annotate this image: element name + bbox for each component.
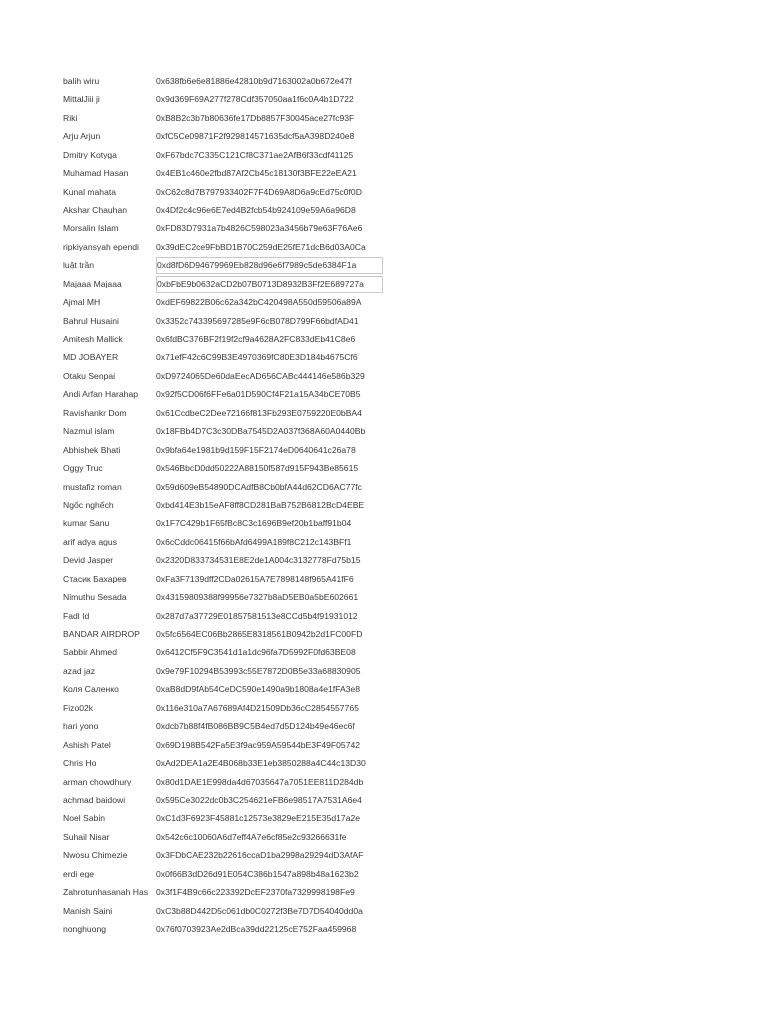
row-name: Nwosu Chimezie xyxy=(63,851,128,860)
row-name: kumar Sanu xyxy=(63,519,110,529)
row-wallet-address: 0x6412Cf5F9C3541d1a1dc96fa7D5992F0fd63BE08 xyxy=(156,648,356,658)
row-name: Arju Arjun xyxy=(63,132,101,141)
row-name: Andi Arfan Harahap xyxy=(63,390,139,399)
row-name: arman chowdhury xyxy=(63,777,132,787)
row-wallet-address: 0x5fc6564EC06Bb2865E8318561B0942b2d1FC00FD xyxy=(156,630,363,639)
row-name: arif adya agus xyxy=(63,537,117,547)
row-name: Chris Ho xyxy=(63,759,97,768)
row-name: ripkiyansyah ependi xyxy=(63,242,139,252)
row-wallet-address: 0x4EB1c460e2fbd87Af2Cb45c18130f3BFE22eEA21 xyxy=(156,169,357,178)
table-row xyxy=(63,717,383,735)
table-row xyxy=(63,791,383,809)
row-wallet-address: 0x43159809388f99956e7327b8aD5EB0a5bE602661 xyxy=(156,593,359,602)
row-wallet-address: 0x59d609eB54890DCAdfB8Cb0bfA44d62CD6AC77fc xyxy=(156,482,362,492)
row-name: Dmitry Kotyga xyxy=(63,150,117,160)
table-row xyxy=(63,773,383,791)
row-name: erdi ege xyxy=(63,869,95,879)
row-wallet-address: 0xbFbE9b0632aCD2b07B0713D8932B3Ff2E689727a xyxy=(156,276,383,293)
row-wallet-address: 0x3f1F4B9c66c223392DcEF2370fa7329998198Fe9 xyxy=(156,888,355,897)
row-name: Oggy Truc xyxy=(63,464,103,473)
table-row xyxy=(63,183,383,201)
row-wallet-address: 0xbd414E3b15eAF8ff8CD281BaB752B6812BcD4EBE xyxy=(156,500,365,510)
row-name: Ngốc nghếch xyxy=(63,500,114,510)
address-list xyxy=(63,72,383,939)
row-name: balih wiru xyxy=(63,76,100,86)
table-row xyxy=(63,625,383,643)
table-row xyxy=(63,496,383,514)
row-name: Nimuthu Sesada xyxy=(63,593,127,602)
row-name: MittalJiii ji xyxy=(63,95,100,104)
table-row xyxy=(63,164,383,182)
table-row xyxy=(63,478,383,496)
table-row xyxy=(63,662,383,680)
row-name: luật trần xyxy=(63,261,95,270)
table-row xyxy=(63,441,383,459)
row-name: Стасик Бахарев xyxy=(63,574,127,584)
row-wallet-address: 0x2320D833734531E8E2de1A004c3132778Fd75b15 xyxy=(156,556,361,565)
table-row xyxy=(63,201,383,219)
table-row xyxy=(63,551,383,569)
row-wallet-address: 0x61CcdbeC2Dee72166f813Fb293E0759220E0bBA4 xyxy=(156,408,362,418)
table-row xyxy=(63,828,383,846)
row-wallet-address: 0xfC5Ce09871F2f929814571635dcf5aA398D240e8 xyxy=(156,132,355,141)
table-row xyxy=(63,90,383,108)
row-name: Abhishek Bhati xyxy=(63,445,121,455)
table-row xyxy=(63,699,383,717)
row-wallet-address: 0xC1d3F6923F45881c12573e3829eE215E35d17a2e xyxy=(156,814,361,824)
row-name: Kunal mahata xyxy=(63,187,117,197)
row-name: azad jaz xyxy=(63,666,96,676)
table-row xyxy=(63,588,383,606)
table-row xyxy=(63,275,383,293)
row-wallet-address: 0xC62c8d7B797933402F7F4D69A8D6a9cEd75c0f0D xyxy=(156,187,362,197)
row-name: Devid Jasper xyxy=(63,556,114,565)
table-row xyxy=(63,459,383,477)
row-wallet-address: 0x80d1DAE1E998da4d67035647a7051EE811D284db xyxy=(156,777,364,787)
table-row xyxy=(63,256,383,274)
row-name: Amitesh Mallick xyxy=(63,335,123,344)
row-wallet-address: 0x595Ce3022dc0b3C254621eFB6e98517A7531A6e4 xyxy=(156,795,362,805)
row-name: Zahrotunhasanah Has xyxy=(63,888,149,897)
table-row xyxy=(63,570,383,588)
row-name: Noel Sabin xyxy=(63,814,106,824)
table-row xyxy=(63,367,383,385)
row-wallet-address: 0x9d369F69A277f278Cdf357050aa1f6c0A4b1D722 xyxy=(156,95,354,104)
table-row xyxy=(63,109,383,127)
table-row xyxy=(63,736,383,754)
table-row xyxy=(63,680,383,698)
table-row xyxy=(63,902,383,920)
row-name: Коля Саленко xyxy=(63,685,119,694)
table-row xyxy=(63,846,383,864)
table-row xyxy=(63,330,383,348)
row-wallet-address: 0xC3b88D442D5c061db0C0272f3Be7D7D54040dd0a xyxy=(156,906,363,916)
row-wallet-address: 0x546BbcD0dd50222A88150f587d915F943Be85615 xyxy=(156,464,359,473)
row-name: BANDAR AIRDROP xyxy=(63,630,140,639)
row-wallet-address: 0x4Df2c4c96e6E7ed4B2fcb54b924109e59A6a96D8 xyxy=(156,205,356,215)
row-wallet-address: 0xF67bdc7C335C121Cf8C371ae2AfB6f33cdf41125 xyxy=(156,150,354,160)
table-row xyxy=(63,865,383,883)
table-row xyxy=(63,607,383,625)
row-name: hari yono xyxy=(63,722,99,731)
row-wallet-address: 0x92f5CD06f6FFe6a01D590Cf4F21a15A34bCE70B5 xyxy=(156,390,361,399)
row-name: Riki xyxy=(63,113,78,123)
row-wallet-address: 0x69D198B542Fa5E3f9ac959A59544bE3F49F05742 xyxy=(156,740,361,750)
row-wallet-address: 0x76f0703923Ae2dBca39dd22125cE752Faa459968 xyxy=(156,925,357,934)
row-wallet-address: 0x9e79F10294B53993c55E7872D0B5e33a68830905 xyxy=(156,666,361,676)
row-name: Fizo02k xyxy=(63,703,94,713)
row-wallet-address: 0x542c6c10060A6d7eff4A7e6cf85e2c93266631fe xyxy=(156,832,347,842)
row-wallet-address: 0xB8B2c3b7b80636fe17Db8857F30045ace27fc93F xyxy=(156,113,355,123)
table-row xyxy=(63,349,383,367)
table-row xyxy=(63,72,383,90)
row-name: Manish Saini xyxy=(63,906,113,916)
row-wallet-address: 0xdEF69822B06c62a342bC420498A550d59506a89A xyxy=(156,298,362,307)
row-wallet-address: 0xAd2DEA1a2E4B068b33E1eb3850288a4C44c13D30 xyxy=(156,759,366,768)
table-row xyxy=(63,238,383,256)
row-name: nonghuong xyxy=(63,925,107,934)
row-wallet-address: 0xFa3F7139dff2CDa02615A7E7898148f965A41fF6 xyxy=(156,574,354,584)
row-wallet-address: 0x18FBb4D7C3c30DBa7545D2A037f368A60A0440Bb xyxy=(156,427,366,436)
row-wallet-address: 0x71efF42c6C99B3E4970369fC80E3D184b4675Cf6 xyxy=(156,353,358,363)
row-name: Fadl Id xyxy=(63,611,90,621)
row-name: Majaaa Majaaa xyxy=(63,279,122,289)
row-name: Ravishankr Dom xyxy=(63,408,127,418)
table-row xyxy=(63,220,383,238)
row-name: Suhail Nisar xyxy=(63,832,110,842)
table-row xyxy=(63,293,383,311)
table-row xyxy=(63,146,383,164)
table-row xyxy=(63,810,383,828)
row-wallet-address: 0x6cCddc06415f66bAfd6499A189f8C212c143BFf1 xyxy=(156,537,352,547)
row-wallet-address: 0x3352c743395697285e9F6cB078D799F66bdfAD41 xyxy=(156,316,359,326)
table-row xyxy=(63,883,383,901)
row-wallet-address: 0x638fb6e6e81886e42810b9d7163002a0b672e47f xyxy=(156,76,352,86)
row-wallet-address: 0x0f66B3dD26d91E054C386b1547a898b48a1623b2 xyxy=(156,869,359,879)
table-row xyxy=(63,127,383,145)
row-name: Morsalin Islam xyxy=(63,224,119,234)
row-name: Bahrul Husaini xyxy=(63,316,119,326)
row-name: Ajmal MH xyxy=(63,298,101,307)
row-name: Otaku Senpai xyxy=(63,371,116,381)
row-name: Sabbir Ahmed xyxy=(63,648,117,658)
row-wallet-address: 0x39dEC2ce9FbBD1B70C259dE25fE71dcB6d03A0Ca xyxy=(156,242,366,252)
table-row xyxy=(63,312,383,330)
table-row xyxy=(63,644,383,662)
row-name: mustafiz roman xyxy=(63,482,122,492)
table-row xyxy=(63,754,383,772)
row-wallet-address: 0xdcb7b88f4fB086BB9C5B4ed7d5D124b49e46ec6f xyxy=(156,722,355,731)
row-wallet-address: 0xFD83D7931a7b4826C598023a3456b79e63F76Ae6 xyxy=(156,224,363,234)
row-name: Akshar Chauhan xyxy=(63,205,128,215)
row-wallet-address: 0x9bfa64e1981b9d159F15F2174eD0640641c26a78 xyxy=(156,445,356,455)
row-wallet-address: 0xd8fD6D94679969Eb828d96e6f7989c5de6384F1a xyxy=(156,257,383,274)
row-wallet-address: 0x287d7a37729E01857581513e8CCd5b4f91931012 xyxy=(156,611,358,621)
row-wallet-address: 0xaB8dD9fAb54CeDC590e1490a9b1808a4e1fFA3e8 xyxy=(156,685,361,694)
row-wallet-address: 0x3FDbCAE232b22616ccaD1ba2998a29294dD3AfAF xyxy=(156,851,364,860)
row-name: achmad baidowi xyxy=(63,795,126,805)
row-name: MD JOBAYER xyxy=(63,353,119,363)
table-row xyxy=(63,920,383,938)
row-wallet-address: 0xD9724065De60daEecAD656CABc444146e586b329 xyxy=(156,371,365,381)
table-row xyxy=(63,385,383,403)
table-row xyxy=(63,515,383,533)
table-row xyxy=(63,422,383,440)
table-row xyxy=(63,404,383,422)
row-name: Ashish Patel xyxy=(63,740,111,750)
row-name: Muhamad Hasan xyxy=(63,169,129,178)
row-wallet-address: 0x1F7C429b1F65fBc8C3c1696B9ef20b1baff91b04 xyxy=(156,519,352,529)
row-name: Nazmul islam xyxy=(63,427,115,436)
row-wallet-address: 0x116e310a7A67689Af4D21509Db36cC2854557765 xyxy=(156,703,359,713)
table-row xyxy=(63,533,383,551)
row-wallet-address: 0x6fdBC376BF2f19f2cf9a4628A2FC833dEb41C8e6 xyxy=(156,335,356,344)
